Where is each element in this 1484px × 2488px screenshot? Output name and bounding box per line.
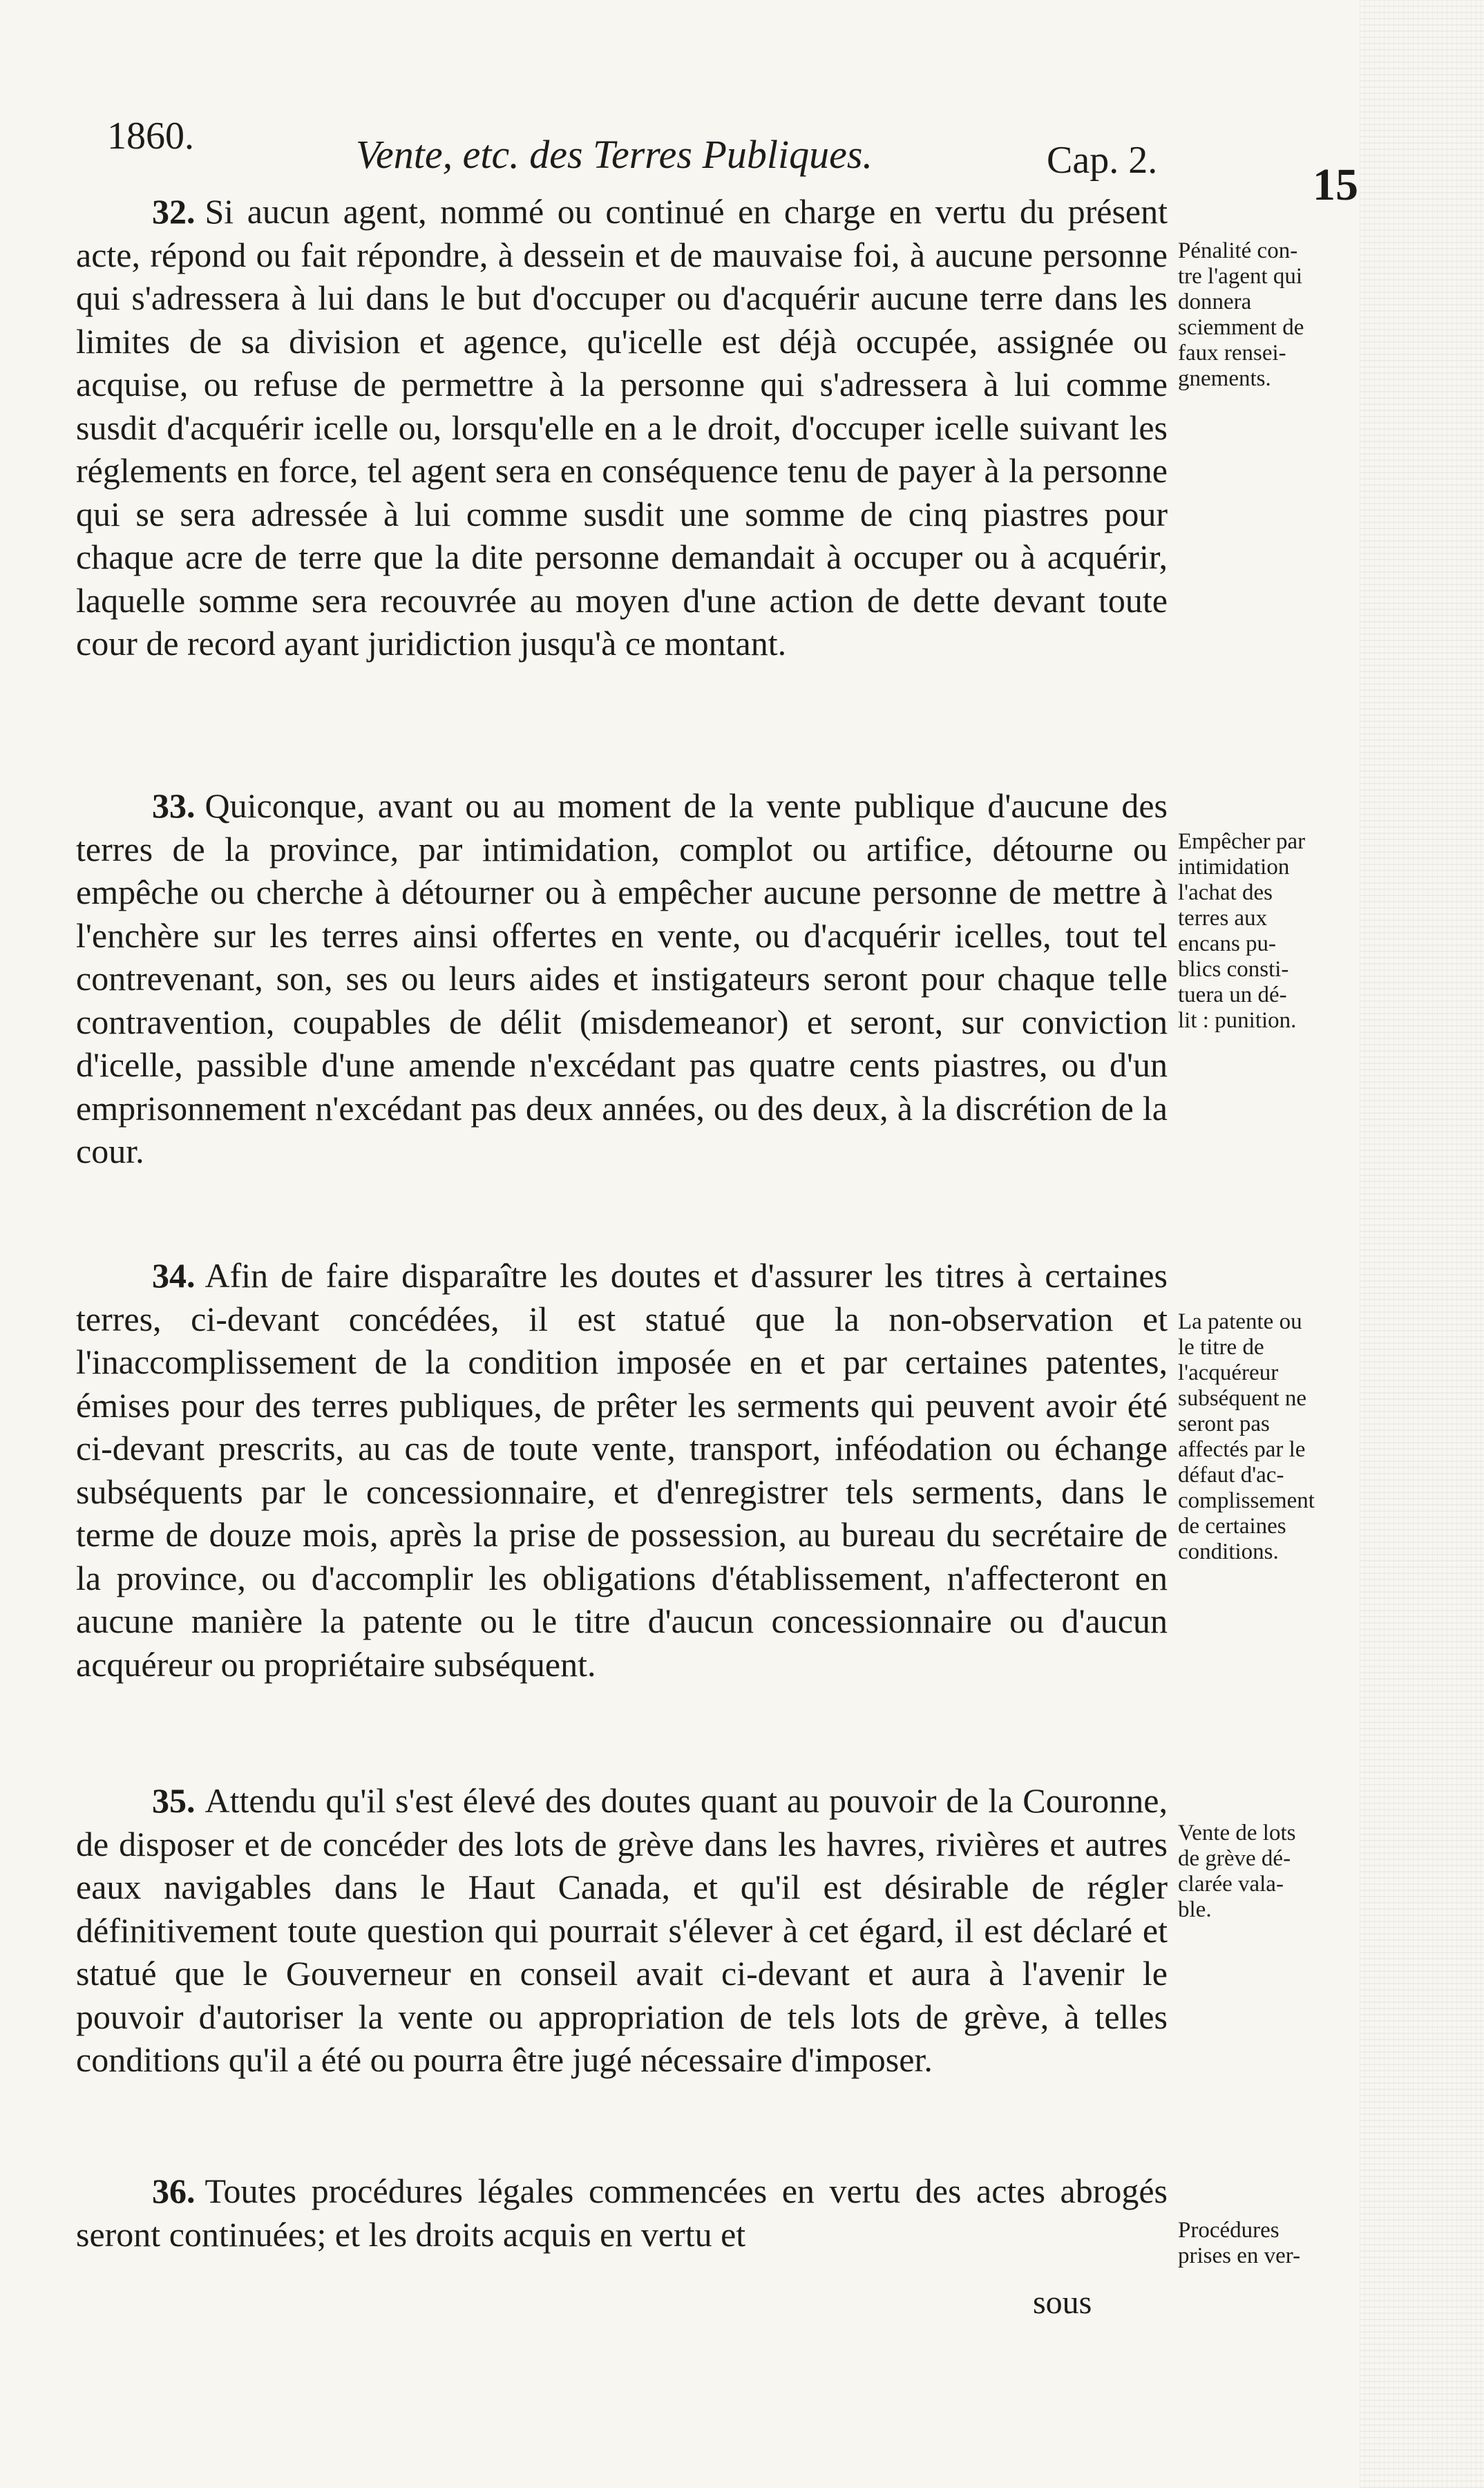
margin-note-line: Vente de lots [1178, 1821, 1296, 1845]
section-34 [76, 1254, 1168, 1686]
margin-note-line: de certaines [1178, 1514, 1286, 1539]
section-text: Quiconque, avant ou au moment de la vente publique d'aucune des terres de la province, par intimidation, complot ou artifice, détourne ou empêche ou cherche à détourner ou à empêcher aucune personne de mettre à l'enchère sur les terres ainsi offertes en vente, ou d'acquérir icelles, tout tel contrevenant, son, ses ou leurs aides et instigateurs seront pour chaque telle contravention, coupables de délit (misdemeanor) et seront, sur conviction d'icelle, passible d'une amende n'excédant pas quatre cents piastres, ou d'un emprisonnement n'excédant pas deux années, ou des deux, à la discrétion de la cour. [76, 786, 1168, 1170]
margin-note-line: La patente ou [1178, 1309, 1302, 1334]
margin-note-line: l'achat des [1178, 880, 1273, 905]
margin-note-line: Empêcher par [1178, 829, 1306, 854]
margin-note-line: gnements. [1178, 366, 1271, 391]
section-text: Toutes procédures légales commencées en vertu des actes abrogés seront continuées; et les droits acquis en vertu et [76, 2172, 1168, 2254]
margin-note-line: intimidation [1178, 855, 1290, 880]
margin-note-line: de grève dé- [1178, 1846, 1291, 1871]
margin-note-line: l'acquéreur [1178, 1360, 1279, 1385]
section-text: Si aucun agent, nommé ou continué en charge en vertu du présent acte, répond ou fait répondre, à dessein et de mauvaise foi, à aucune personne qui s'adressera à lui dans le but d'occuper ou d'acquérir aucune terre dans les limites de sa division et agence, qu'icelle est déjà occupée, assignée ou acquise, ou refuse de permettre à la personne qui s'adressera à lui comme susdit d'acquérir icelle ou, lorsqu'elle en a le droit, d'occuper icelle suivant les réglements en force, tel agent sera en conséquence tenu de payer à la personne qui se sera adressée à lui comme susdit une somme de cinq piastres pour chaque acre de terre que la dite personne demandait à occuper ou à acquérir, laquelle somme sera recouvrée au moyen d'une action de dette devant toute cour de record ayant juridiction jusqu'à ce montant. [76, 192, 1168, 663]
section-number: 32. [152, 192, 196, 231]
section-32 [76, 190, 1168, 665]
margin-note-line: sciemment de [1178, 315, 1304, 340]
margin-note-33 [1178, 829, 1361, 1034]
section-35 [76, 1779, 1168, 2082]
margin-note-line: affectés par le [1178, 1437, 1306, 1462]
margin-note-line: conditions. [1178, 1539, 1279, 1564]
page-number: 15 [1313, 160, 1358, 210]
page-edge-speckle [1360, 0, 1484, 2488]
margin-note-line: lit : punition. [1178, 1008, 1297, 1033]
margin-note-line: le titre de [1178, 1335, 1264, 1360]
section-number: 35. [152, 1781, 196, 1820]
section-paragraph [76, 1779, 1168, 2082]
section-text: Afin de faire disparaître les doutes et d'assurer les titres à certaines terres, ci-devant concédées, il est statué que la non-observation et l'inaccomplissement de la condition imposée en et par certaines patentes, émises pour des terres publiques, de prêter les serments qui peuvent avoir été ci-devant prescrits, au cas de toute vente, transport, inféodation ou échange subséquents par le concessionnaire, et d'enregistrer tels serments, dans le terme de douze mois, après la prise de possession, au bureau du secrétaire de la province, ou d'accomplir les obligations d'établissement, n'affecteront en aucune manière la patente ou le titre d'aucun concessionnaire ou d'aucun acquéreur ou propriétaire subséquent. [76, 1256, 1168, 1684]
section-number: 36. [152, 2172, 196, 2210]
section-paragraph [76, 1254, 1168, 1686]
section-paragraph [76, 784, 1168, 1173]
section-33 [76, 784, 1168, 1173]
header-year: 1860. [107, 115, 194, 158]
section-36 [76, 2169, 1168, 2256]
margin-note-line: faux rensei- [1178, 341, 1286, 365]
running-title: Vente, etc. des Terres Publiques. [356, 132, 873, 177]
margin-note-line: ble. [1178, 1897, 1212, 1922]
margin-note-line: seront pas [1178, 1412, 1270, 1436]
margin-note-line: tuera un dé- [1178, 982, 1287, 1007]
running-header [107, 104, 1364, 210]
chapter-label: Cap. 2. [1047, 139, 1158, 182]
catchword: sous [1033, 2284, 1092, 2321]
margin-note-35 [1178, 1821, 1361, 1923]
section-paragraph [76, 2169, 1168, 2256]
margin-note-line: complissement [1178, 1488, 1315, 1513]
margin-note-line: défaut d'ac- [1178, 1463, 1284, 1488]
margin-note-line: donnera [1178, 289, 1252, 314]
section-paragraph [76, 190, 1168, 665]
margin-note-line: encans pu- [1178, 931, 1277, 956]
margin-note-line: clarée vala- [1178, 1872, 1284, 1897]
section-number: 34. [152, 1256, 196, 1295]
section-text: Attendu qu'il s'est élevé des doutes quant au pouvoir de la Couronne, de disposer et de concéder des lots de grève dans les havres, rivières et autres eaux navigables dans le Haut Canada, et qu'il est désirable de régler définitivement toute question qui pourrait s'élever à cet égard, il est déclaré et statué que le Gouverneur en conseil avait ci-devant et aura à l'avenir le pouvoir d'autoriser la vente ou appropriation de tels lots de grève, à telles conditions qu'il a été ou pourra être jugé nécessaire d'imposer. [76, 1781, 1168, 2079]
margin-note-line: blics consti- [1178, 957, 1289, 982]
margin-note-line: Pénalité con- [1178, 238, 1298, 263]
margin-note-line: prises en ver- [1178, 2243, 1301, 2268]
margin-note-line: terres aux [1178, 906, 1268, 931]
margin-note-line: subséquent ne [1178, 1386, 1307, 1411]
margin-note-34 [1178, 1309, 1361, 1565]
margin-note-32 [1178, 238, 1361, 392]
section-number: 33. [152, 786, 196, 825]
margin-note-line: tre l'agent qui [1178, 264, 1303, 289]
margin-note-36 [1178, 2218, 1361, 2269]
margin-note-line: Procédures [1178, 2218, 1280, 2243]
